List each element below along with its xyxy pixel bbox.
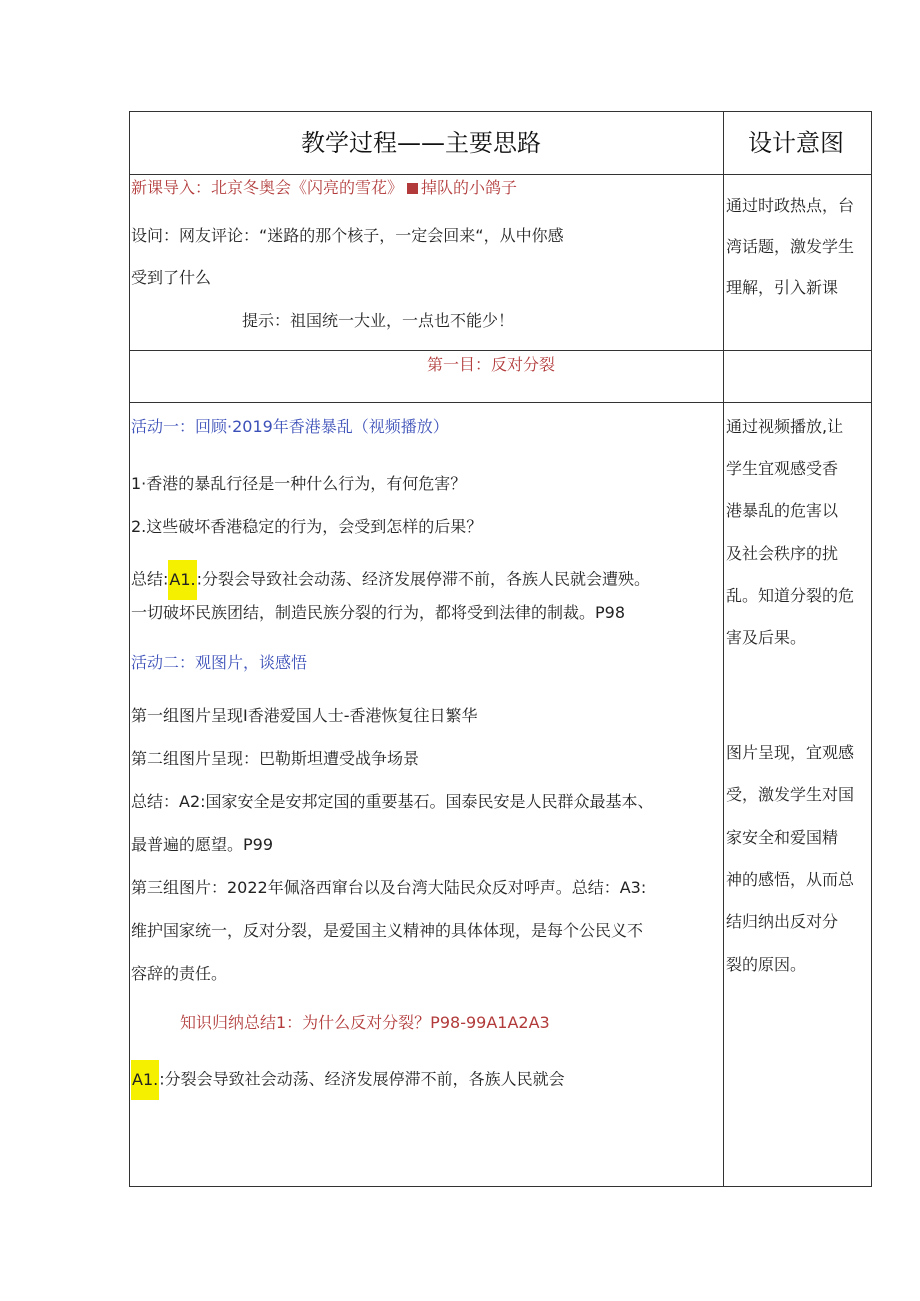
intro-hint: 提示：祖国统一大业，一点也不能少！: [242, 311, 515, 330]
activity2-group3-line2: 维护国家统一，反对分裂，是爱国主义精神的具体体现，是每个公民义不: [131, 921, 644, 940]
activity2-group1: 第一组图片呈现I香港爱国人士-香港恢复往日繁华: [131, 706, 478, 725]
knowledge-title: 知识归纳总结1：为什么反对分裂？P98-99A1A2A3: [180, 1013, 550, 1032]
knowledge-a1-text: :分裂会导致社会动荡、经济发展停滞不前，各族人民就会: [159, 1069, 565, 1089]
activity1-intent-line5: 乱。知道分裂的危: [726, 586, 855, 605]
header-intent-title: 设计意图: [748, 129, 844, 157]
activity1-intent-line1: 通过视频播放,让: [726, 417, 844, 436]
summary-prefix: 总结:: [131, 569, 169, 589]
activity2-title: 活动二：观图片，谈感悟: [131, 653, 308, 672]
activity1-question1: 1·香港的暴乱行径是一种什么行为，有何危害？: [131, 474, 467, 493]
column-divider: [723, 112, 724, 1186]
activity1-intent-line2: 学生宜观感受香: [726, 459, 839, 478]
intro-intent-line3: 理解，引入新课: [726, 278, 839, 297]
activity2-intent-line2: 受，激发学生对国: [726, 785, 855, 804]
intro-title: [131, 178, 517, 198]
activity1-intent-line4: 及社会秩序的扰: [726, 544, 839, 563]
header-process-title: 教学过程——主要思路: [301, 129, 541, 157]
activity2-group3-line3: 容辞的责任。: [131, 964, 228, 983]
lesson-table: [129, 111, 872, 1187]
activity2-intent-line4: 神的感悟，从而总: [726, 870, 855, 889]
intro-title-text: 新课导入：北京冬奥会《闪亮的雪花》: [131, 178, 404, 197]
activity2-intent-line1: 图片呈现，宜观感: [726, 743, 855, 762]
intro-title-text-2: 掉队的小鸽子: [421, 178, 518, 197]
square-bullet-icon: [407, 183, 418, 194]
highlight-a1-knowledge: A1.: [131, 1060, 159, 1100]
activity1-summary-line1: [131, 560, 650, 600]
activity2-intent-line5: 结归纳出反对分: [726, 912, 839, 931]
activity2-group3-line1: 第三组图片：2022年佩洛西窜台以及台湾大陆民众反对呼声。总结：A3:: [131, 878, 647, 897]
row-divider-header: [130, 174, 871, 175]
activity2-intent-line6: 裂的原因。: [726, 955, 807, 974]
row-divider-section: [130, 402, 871, 403]
knowledge-a1: [131, 1060, 565, 1100]
intro-question-line2: 受到了什么: [131, 268, 212, 287]
activity2-group2: 第二组图片呈现：巴勒斯坦遭受战争场景: [131, 749, 420, 768]
section-title: 第一目：反对分裂: [427, 355, 556, 374]
summary-text: :分裂会导致社会动荡、经济发展停滞不前，各族人民就会遭殃。: [196, 569, 651, 589]
intro-question-line1: 设问：网友评论：“迷路的那个核子，一定会回来“，从中你感: [131, 226, 564, 245]
activity1-intent-line6: 害及后果。: [726, 628, 807, 647]
row-divider-intro: [130, 350, 871, 351]
activity1-summary-line2: 一切破坏民族团结，制造民族分裂的行为，都将受到法律的制裁。P98: [131, 603, 626, 622]
activity1-intent-line3: 港暴乱的危害以: [726, 501, 839, 520]
intro-intent-line2: 湾话题，激发学生: [726, 237, 855, 256]
activity1-title: 活动一：回顾·2019年香港暴乱（视频播放）: [131, 417, 449, 436]
activity2-summary-line2: 最普遍的愿望。P99: [131, 835, 274, 854]
activity2-summary-line1: 总结：A2:国家安全是安邦定国的重要基石。国泰民安是人民群众最基本、: [131, 792, 654, 811]
highlight-a1: A1.: [168, 560, 196, 600]
activity1-question2: 2.这些破坏香港稳定的行为，会受到怎样的后果？: [131, 517, 483, 536]
activity2-intent-line3: 家安全和爱国精: [726, 828, 839, 847]
intro-intent-line1: 通过时政热点，台: [726, 196, 855, 215]
